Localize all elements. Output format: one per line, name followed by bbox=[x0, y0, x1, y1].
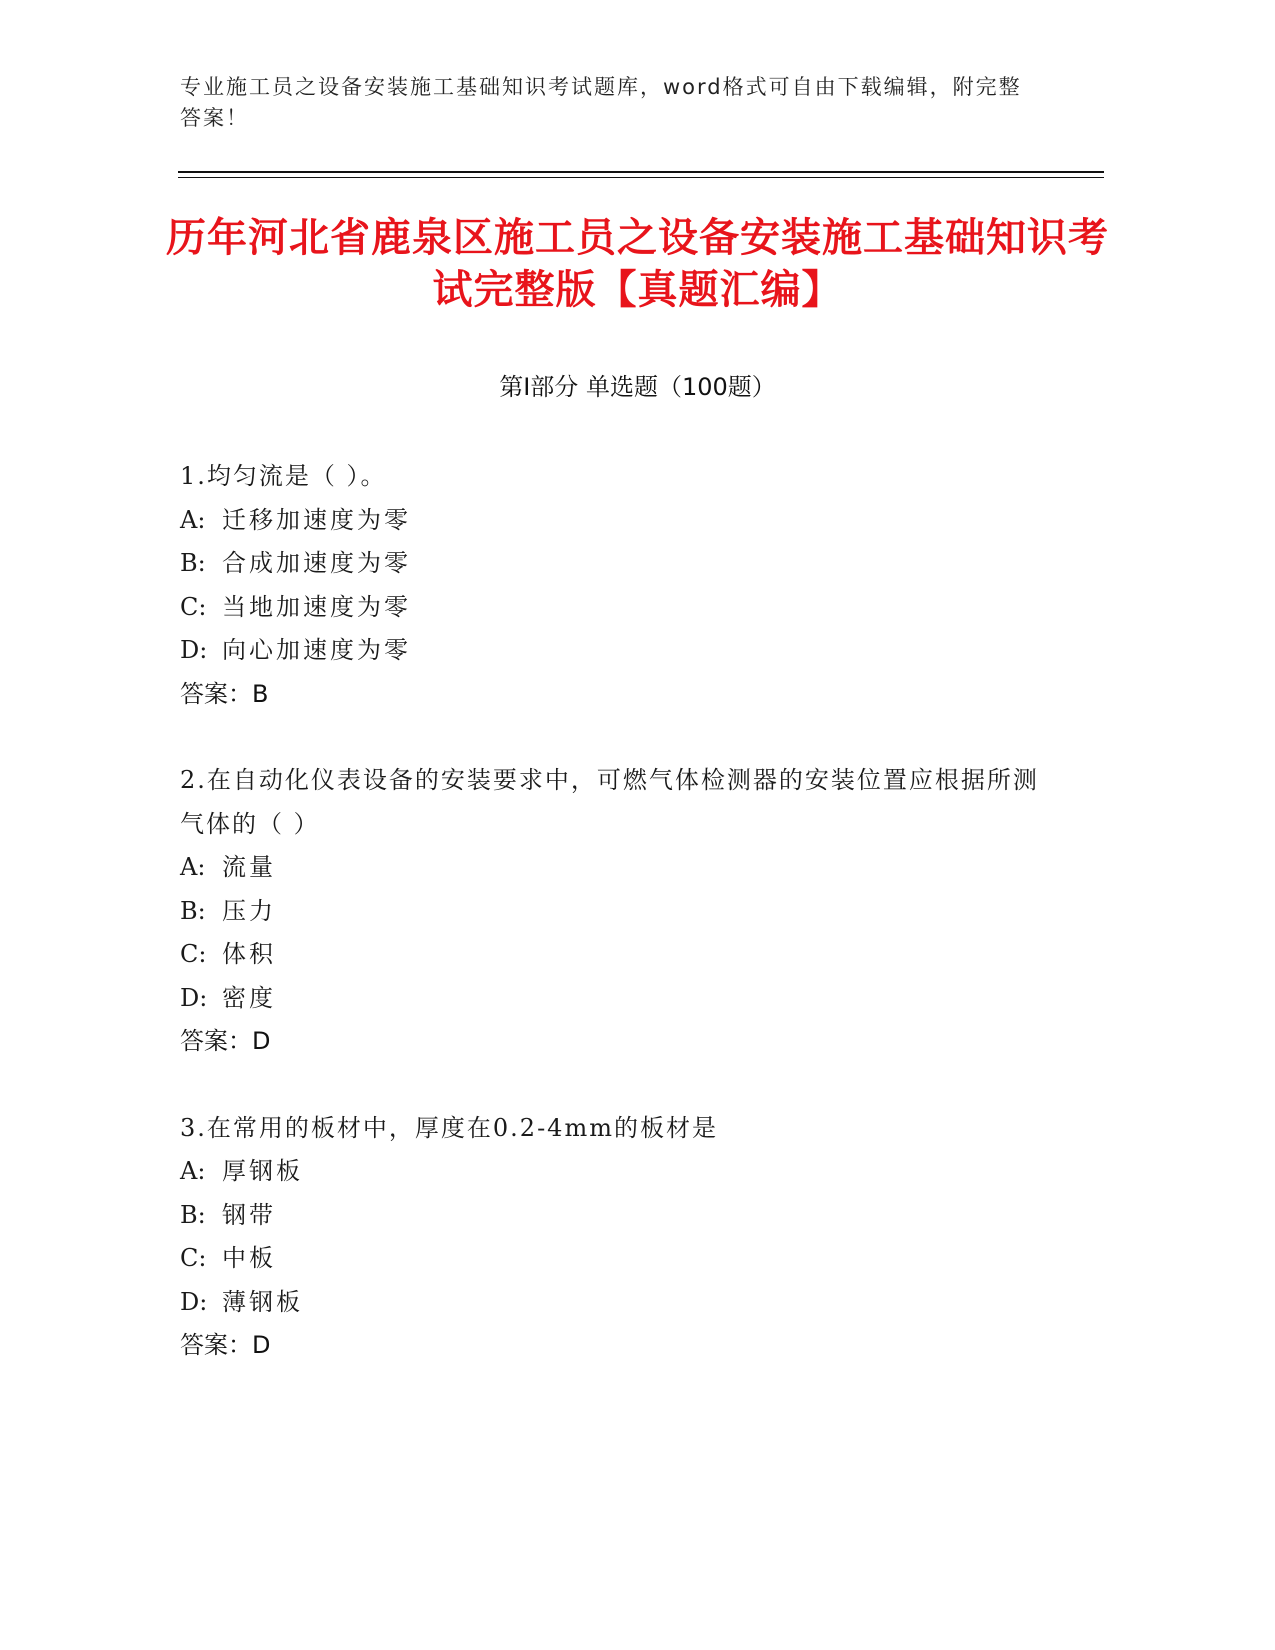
option-a bbox=[180, 1150, 1060, 1194]
option-key: B: bbox=[180, 896, 206, 925]
header-divider-thin bbox=[178, 177, 1104, 178]
answer: 答案：D bbox=[180, 1027, 271, 1055]
option-d bbox=[180, 977, 1060, 1021]
option-b bbox=[180, 542, 1060, 586]
option-key: D: bbox=[180, 1287, 208, 1316]
option-key: D: bbox=[180, 636, 208, 664]
option-key: C: bbox=[180, 592, 207, 621]
option-b bbox=[180, 1194, 1060, 1238]
option-text: 厚钢板 bbox=[222, 1157, 303, 1185]
option-a bbox=[180, 499, 1060, 543]
option-text: 向心加速度为零 bbox=[222, 636, 411, 664]
option-a bbox=[180, 846, 1060, 890]
option-c bbox=[180, 1237, 1060, 1281]
answer: 答案：B bbox=[180, 679, 269, 708]
option-text: 中板 bbox=[222, 1244, 276, 1272]
section-title: 第Ⅰ部分 单选题（100题） bbox=[499, 373, 776, 401]
option-text: 压力 bbox=[222, 896, 276, 925]
option-text: 合成加速度为零 bbox=[222, 549, 411, 577]
option-key: C: bbox=[180, 1244, 207, 1272]
question-text: 2.在自动化仪表设备的安装要求中，可燃气体检测器的安装位置应根据所测气体的（ ） bbox=[180, 766, 1039, 838]
option-key: A: bbox=[180, 853, 206, 881]
option-d bbox=[180, 629, 1060, 673]
option-text: 流量 bbox=[222, 853, 276, 881]
option-d bbox=[180, 1281, 1060, 1325]
option-key: C: bbox=[180, 940, 207, 968]
option-text: 当地加速度为零 bbox=[222, 592, 411, 621]
option-c bbox=[180, 933, 1060, 977]
option-key: B: bbox=[180, 549, 206, 577]
header-note: 专业施工员之设备安装施工基础知识考试题库，word格式可自由下载编辑，附完整答案！ bbox=[180, 75, 1022, 130]
question-3 bbox=[180, 1107, 1060, 1368]
option-text: 迁移加速度为零 bbox=[222, 505, 411, 534]
option-c bbox=[180, 586, 1060, 630]
option-text: 薄钢板 bbox=[222, 1287, 303, 1316]
option-key: A: bbox=[180, 505, 206, 534]
option-key: A: bbox=[180, 1157, 206, 1185]
option-key: B: bbox=[180, 1200, 206, 1229]
option-text: 钢带 bbox=[222, 1200, 276, 1229]
document-title: 历年河北省鹿泉区施工员之设备安装施工基础知识考试完整版【真题汇编】 bbox=[166, 215, 1109, 313]
question-1 bbox=[180, 455, 1060, 716]
answer: 答案：D bbox=[180, 1331, 271, 1359]
option-b bbox=[180, 890, 1060, 934]
question-text: 1.均匀流是（ ）。 bbox=[180, 462, 387, 490]
question-list bbox=[180, 455, 1060, 1411]
option-text: 体积 bbox=[222, 940, 276, 968]
option-key: D: bbox=[180, 983, 208, 1012]
header-divider-thick bbox=[178, 171, 1104, 173]
question-text: 3.在常用的板材中，厚度在0.2-4mm的板材是 bbox=[180, 1113, 718, 1142]
question-2 bbox=[180, 759, 1060, 1064]
option-text: 密度 bbox=[222, 983, 276, 1012]
